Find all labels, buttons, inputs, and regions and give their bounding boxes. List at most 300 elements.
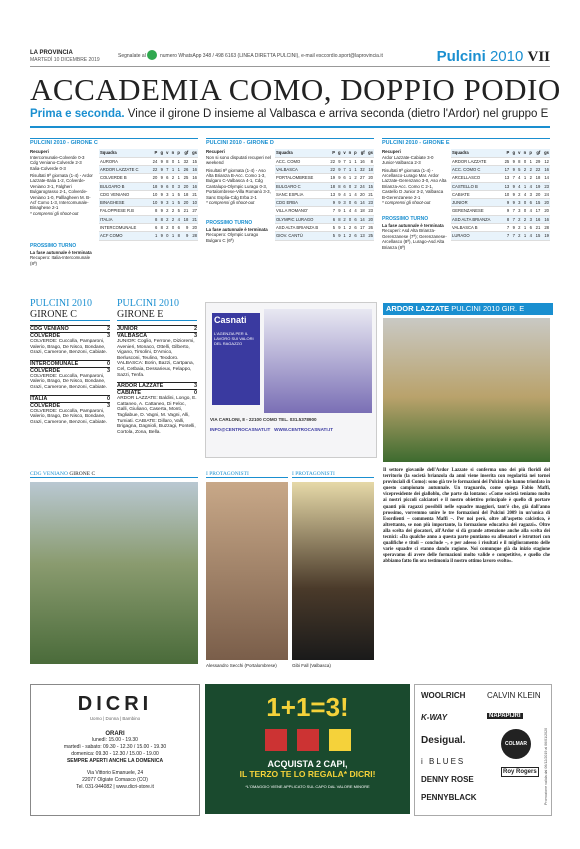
- header-cell: n: [521, 149, 527, 157]
- standings-header: [275, 149, 374, 157]
- stat-cell: 2: [516, 232, 521, 240]
- reports-title-year: PULCINI 2010: [30, 298, 92, 309]
- stat-cell: 1: [521, 182, 527, 190]
- header-cell: Squadra: [275, 149, 328, 157]
- stat-cell: 22: [533, 166, 541, 174]
- lineup-text: COLVERDE: Cuccolla, Pamparoni, Valerio, Brago, De Nisco, Bondane, Grazi, Camerone, Benzoni, Cabiate.: [30, 373, 108, 390]
- stat-cell: 29: [533, 157, 541, 165]
- cdg-heading-team: CDG VENIANO: [30, 471, 68, 477]
- stat-cell: 32: [358, 166, 366, 174]
- stat-cell: 9: [181, 224, 189, 232]
- team-name: JUNIOR: [117, 326, 138, 332]
- ad-brands[interactable]: [414, 684, 552, 816]
- stat-cell: 9: [158, 174, 164, 182]
- score-row: [117, 325, 197, 332]
- stat-cell: 1: [175, 157, 181, 165]
- team-score: 3: [193, 333, 197, 339]
- stat-cell: 3: [175, 182, 181, 190]
- stat-cell: 13: [358, 232, 366, 240]
- stat-cell: 0: [169, 157, 175, 165]
- stat-cell: 1: [169, 232, 175, 240]
- reports-title-year: PULCINI 2010: [117, 298, 179, 309]
- footnote: * comprensi gli shoot-out: [382, 200, 431, 206]
- match-reports-girone-c: [30, 298, 110, 428]
- stat-cell: 16: [541, 215, 550, 223]
- stat-cell: 0: [347, 199, 352, 207]
- page-title: ACCADEMIA COMO, DOPPIO PODIO: [30, 72, 561, 107]
- score-row: [117, 382, 197, 389]
- casnati-email[interactable]: INFO@CENTROCASNATI.IT: [210, 427, 271, 432]
- stat-cell: 6: [343, 175, 346, 181]
- table-row: [451, 174, 550, 182]
- stat-cell: 8: [150, 207, 158, 215]
- stat-cell: 7: [510, 207, 516, 215]
- team-name: FALOPPIESE R.B: [99, 207, 150, 215]
- table-row: [99, 232, 198, 240]
- panel-girone-d: [206, 138, 374, 243]
- team-name: ACC. COMO C: [451, 166, 502, 174]
- team-score: 2: [106, 326, 110, 332]
- header-cell: p: [354, 150, 357, 156]
- standings-header: [451, 149, 550, 157]
- stat-cell: 0: [521, 207, 527, 215]
- next-round-title: PROSSIMO TURNO: [30, 243, 77, 250]
- stat-cell: 2: [347, 224, 352, 232]
- standings-table: [275, 149, 374, 240]
- stat-cell: 8: [516, 157, 521, 165]
- stat-cell: 12: [541, 157, 550, 165]
- reports-group: GIRONE C: [30, 309, 77, 320]
- stat-cell: 25: [181, 174, 189, 182]
- table-row: [275, 174, 374, 182]
- stat-cell: 20: [181, 182, 189, 190]
- stat-cell: 2: [164, 215, 169, 223]
- gift-row: [205, 729, 410, 751]
- team-name: ARDOR LAZZATE C: [99, 166, 150, 174]
- casnati-panel: [212, 313, 260, 405]
- match-list: [30, 325, 110, 425]
- round-results: Risultati 9ª giornata (1-4) - Ardor Lazzate-Italia 1-2, Colverde-Veniano 3-1, Falgheri Bulgarograsso 2-1, Colverde-Veniano 1-0, Palllagheen M. B-Acf Como 1-3, Intercomunale-Binaghese 2-1: [30, 173, 93, 211]
- stat-cell: 18: [366, 166, 374, 174]
- stat-cell: 10: [189, 199, 198, 207]
- header-cell: P: [328, 149, 336, 157]
- stat-cell: 4: [343, 191, 346, 197]
- stat-cell: 15: [533, 199, 541, 207]
- stat-cell: 7: [510, 232, 516, 240]
- brand-logo: Roy Rogers: [503, 769, 537, 775]
- stat-cell: 18: [150, 182, 158, 190]
- stat-cell: 0: [347, 215, 352, 223]
- offer-note: *L'OMAGGIO VIENE APPLICATO SUL CAPO DAL VALORE MINORE: [245, 784, 370, 789]
- stat-cell: 20: [366, 215, 374, 223]
- header-cell: gs: [541, 149, 550, 157]
- promo-validity: Promozione valida dal 06/12/2019 al 06/01/2020: [544, 727, 548, 805]
- score-row: [30, 360, 110, 367]
- stat-cell: 3: [343, 200, 346, 206]
- page-subtitle: [30, 108, 548, 120]
- team-name: ARDOR LAZZATE: [451, 157, 502, 165]
- stat-cell: 21: [189, 190, 198, 198]
- hours-line: lunedì: 15.00 - 19.30: [92, 737, 138, 743]
- subtitle-lead: Prima e seconda.: [30, 108, 125, 120]
- stat-cell: 6: [328, 215, 336, 223]
- stat-cell: 9: [158, 182, 164, 190]
- team-name: ITALIA: [99, 215, 150, 223]
- stat-cell: 0: [521, 157, 527, 165]
- stat-cell: 1: [347, 190, 352, 198]
- table-row: [275, 232, 374, 240]
- table-row: [275, 182, 374, 190]
- team-name: CABIATE: [117, 390, 142, 397]
- dicri-logo: DICRI: [77, 693, 153, 715]
- team-score: 3: [106, 333, 110, 339]
- stat-cell: 18: [328, 182, 336, 190]
- stat-cell: 16: [189, 174, 198, 182]
- page-header: [30, 48, 550, 67]
- result-line: Junior-Valbasca 2-3: [382, 160, 421, 166]
- stat-cell: 3: [527, 215, 533, 223]
- panel-heading: PULCINI 2010 - GIRONE E: [382, 140, 450, 146]
- stat-cell: 21: [189, 215, 198, 223]
- header-cell: gs: [189, 149, 198, 157]
- stat-cell: 5: [516, 166, 521, 174]
- stat-cell: 6: [343, 183, 346, 189]
- table-row: [275, 224, 374, 232]
- header-cell: v: [343, 150, 346, 156]
- stat-cell: 5: [328, 224, 336, 232]
- ad-christmas-offer[interactable]: [205, 684, 410, 814]
- standings-header: [99, 149, 198, 157]
- results-label: Recuperi: [382, 149, 401, 155]
- stat-cell: 9: [336, 207, 341, 215]
- header-cell: p: [527, 149, 533, 157]
- header-cell: n: [348, 150, 352, 156]
- whatsapp-contact: numero WhatsApp 348 / 498 6163 (LINEA DIRETTA PULCINI), e-mail esccordio.sport@laprovincia.it: [160, 53, 383, 59]
- stat-cell: 14: [541, 174, 550, 182]
- stat-cell: 14: [358, 199, 366, 207]
- address-line: Via Vittorio Emanuele, 24: [86, 770, 144, 776]
- stat-cell: 27: [189, 207, 198, 215]
- stat-cell: 24: [541, 190, 550, 198]
- offer-headline: 1+1=3!: [266, 692, 349, 722]
- protagonist-caption: Alessandro Secchi (Portalombrese): [206, 663, 277, 668]
- casnati-web[interactable]: WWW.CENTROCASNATI.IT: [274, 427, 333, 432]
- score-row: [30, 395, 110, 402]
- round-results: Risultati 9ª giornata (1-4) - Aso Alta Brianza B-Acc. Como 1-3, Bulgaro C-Valbasca 4-1, Cdg Cantalupo-Olympic Lurago 0-3, Portalombrese-Villa Romanò 3-3, Sanc Esplia-Cdg Erba 2-1: [206, 167, 271, 200]
- next-round-line: Recupero: Italia-Intercomunale (8ª): [30, 255, 91, 266]
- header-cell: n: [169, 149, 175, 157]
- team-score: 3: [106, 402, 110, 409]
- hours-line: martedì - sabato: 09.30 - 12.30 / 15.00 - 19.30: [63, 744, 167, 750]
- score-row: [30, 332, 110, 339]
- stat-cell: 23: [541, 182, 550, 190]
- stat-cell: 7: [343, 158, 346, 164]
- stat-cell: 21: [366, 190, 374, 198]
- table-row: [275, 166, 374, 174]
- title-rule: [30, 126, 550, 128]
- reports-title: [30, 298, 110, 321]
- header-cell: Squadra: [451, 149, 502, 157]
- stat-cell: 9: [158, 190, 164, 198]
- header-cell: g: [337, 150, 341, 156]
- stat-cell: 16: [189, 182, 198, 190]
- table-row: [451, 190, 550, 198]
- team-name: INTERCOMUNALE: [30, 360, 79, 367]
- stat-cell: 4: [527, 232, 533, 240]
- stat-cell: 7: [502, 232, 510, 240]
- table-row: [451, 199, 550, 207]
- team-name: INTERCOMUNALE: [99, 224, 150, 232]
- stat-cell: 25: [502, 157, 510, 165]
- results-column: [206, 149, 272, 243]
- team-score: 0: [106, 360, 110, 367]
- team-name: CASTELLO B: [451, 182, 502, 190]
- stat-cell: 4: [516, 182, 521, 190]
- stat-cell: 9: [510, 199, 516, 207]
- whatsapp-icon: [147, 50, 157, 60]
- stat-cell: 0: [169, 224, 175, 232]
- stat-cell: 18: [358, 207, 366, 215]
- stat-cell: 5: [175, 207, 181, 215]
- stat-cell: 26: [366, 224, 374, 232]
- protagonist-heading: I PROTAGONISTI: [292, 471, 374, 478]
- header-cell: gf: [181, 149, 189, 157]
- team-name: PORTALOMBRESE: [275, 174, 328, 182]
- stat-cell: 19: [328, 174, 336, 182]
- next-round-line: La fase autunnale è terminata: [206, 226, 268, 232]
- stat-cell: 15: [366, 182, 374, 190]
- stat-cell: 9: [336, 157, 341, 165]
- stat-cell: 24: [358, 182, 366, 190]
- ardor-team-photo: [383, 318, 550, 462]
- stat-cell: 7: [510, 174, 516, 182]
- brand-logo: DENNY ROSE: [421, 775, 474, 784]
- results-label: Recuperi: [30, 149, 49, 155]
- stat-cell: 1: [347, 174, 352, 182]
- stat-cell: 2: [521, 166, 527, 174]
- stat-cell: 1: [343, 208, 346, 214]
- stat-cell: 8: [366, 157, 374, 165]
- header-cell: Squadra: [99, 149, 150, 157]
- match-report: [117, 325, 197, 378]
- stat-cell: 1: [527, 157, 533, 165]
- next-round-line: Recupero: Olympic Lurago Bulgaro C (6ª): [206, 232, 259, 243]
- stat-cell: 4: [352, 190, 357, 198]
- team-name: GIOV. CANTÙ: [275, 232, 328, 240]
- lineup-text: ARDOR LAZZATE: Baldini, Longo, E. Cattaneo, A. Cattaneo, Di Feloc, Galli, Giuliano, Caserta, Monti, Tagliabue, D. Vagni, M. Vagni, Alli, Tumiati. CABIATE: Dillaro, Valli, Brigagna, Dagnioli, Buzzagi, Pontelli, Cortola, Zona, Bella.: [117, 396, 197, 435]
- stat-cell: 13: [328, 190, 336, 198]
- stat-cell: 20: [181, 199, 189, 207]
- results-column: [382, 149, 448, 250]
- stat-cell: 16: [189, 166, 198, 174]
- header-cell: g: [510, 149, 516, 157]
- lineup-text: COLVERDE: Cuccolla, Pamparoni, Valerio, Brago, De Nisco, Bondane, Grazi, Camerone, Benzoni, Cabiate.: [30, 339, 108, 356]
- team-name: OLYMPIC LURAGO: [275, 215, 328, 223]
- stat-cell: 17: [533, 207, 541, 215]
- stat-cell: 22: [328, 157, 336, 165]
- stat-cell: 28: [189, 232, 198, 240]
- table-row: [275, 199, 374, 207]
- stat-cell: 9: [510, 190, 516, 198]
- stat-cell: 2: [516, 190, 521, 198]
- gift-icon: [297, 729, 319, 751]
- gift-icon: [329, 729, 351, 751]
- protagonist-heading: I PROTAGONISTI: [206, 471, 288, 478]
- stat-cell: 4: [527, 182, 533, 190]
- stat-cell: 4: [347, 207, 352, 215]
- reports-group: GIRONE E: [117, 309, 164, 320]
- stat-cell: 15: [533, 232, 541, 240]
- stat-cell: 2: [516, 224, 521, 232]
- brand-logo: i BLUES: [421, 757, 466, 766]
- subtitle-text: Vince il girone D insieme al Valbasca e arriva seconda (dietro l'Ardor) nel gruppo E: [124, 108, 549, 120]
- score-row: [30, 367, 110, 374]
- stat-cell: 6: [164, 174, 169, 182]
- section-label: [437, 48, 550, 66]
- brand-logo: K-WAY: [421, 713, 448, 722]
- section-year: 2010: [489, 48, 524, 65]
- stat-cell: 19: [533, 182, 541, 190]
- team-name: BINAGHESE: [99, 199, 150, 207]
- stat-cell: 8: [336, 182, 341, 190]
- table-row: [275, 207, 374, 215]
- standings-table-wrap: [275, 149, 374, 243]
- team-name: ACF COMO: [99, 232, 150, 240]
- results-column: [30, 149, 96, 266]
- stat-cell: 20: [150, 174, 158, 182]
- stat-cell: 7: [164, 166, 169, 174]
- brand-logo: NAPAPIJRI: [489, 713, 521, 719]
- stat-cell: 18: [181, 190, 189, 198]
- header-cell: g: [158, 149, 164, 157]
- stat-cell: 1: [352, 157, 357, 165]
- result-line: Intercomunale-Colverde 0-3: [30, 154, 85, 160]
- hours-line: SEMPRE APERTI ANCHE LA DOMENICA: [66, 758, 164, 764]
- stat-cell: 22: [328, 166, 336, 174]
- stat-cell: 8: [502, 215, 510, 223]
- stat-cell: 20: [533, 190, 541, 198]
- dicri-tagline: Uomo | Donna | Bambino: [89, 716, 141, 721]
- score-row: [117, 332, 197, 339]
- casnati-brand: Casnati: [214, 315, 247, 325]
- panel-girone-c: [30, 138, 198, 266]
- stat-cell: 16: [541, 166, 550, 174]
- stat-cell: 9: [158, 207, 164, 215]
- table-row: [451, 182, 550, 190]
- table-row: [451, 215, 550, 223]
- match-report: [30, 395, 110, 426]
- stat-cell: 17: [502, 166, 510, 174]
- address-line[interactable]: Tel. 031-944082 | www.dicri-store.it: [76, 784, 154, 790]
- ad-casnati[interactable]: [205, 302, 377, 458]
- stat-cell: 24: [150, 157, 158, 165]
- stat-cell: 1: [352, 166, 357, 174]
- stat-cell: 14: [358, 215, 366, 223]
- team-score: 2: [193, 326, 197, 332]
- stat-cell: 9: [158, 232, 164, 240]
- header-cell: gf: [533, 149, 541, 157]
- header-cell: v: [164, 149, 169, 157]
- table-row: [99, 215, 198, 223]
- stat-cell: 28: [541, 224, 550, 232]
- table-row: [275, 190, 374, 198]
- whatsapp-prompt: Segnalate al: [118, 53, 146, 59]
- stat-cell: 7: [343, 166, 346, 172]
- stat-cell: 3: [516, 207, 521, 215]
- stat-cell: 20: [358, 190, 366, 198]
- match-report: [30, 325, 110, 356]
- team-name: CABIATE: [451, 190, 502, 198]
- casnati-lines: L'AGENZIA PER IL LAVORO SUI VALORI DEL RAGAZZO: [214, 331, 254, 346]
- lineup-text: COLVERDE: Cuccolla, Pamparoni, Valerio, Brago, De Nisco, Bondane, Grazi, Camerone, Benzoni, Cabiate.: [30, 408, 108, 425]
- brand-logo: PENNYBLACK: [421, 793, 477, 802]
- stat-cell: 4: [175, 215, 181, 223]
- stat-cell: 18: [533, 174, 541, 182]
- page-number: VII: [527, 49, 550, 65]
- team-name: COLVERDE B: [99, 174, 150, 182]
- stat-cell: 1: [150, 232, 158, 240]
- stat-cell: 6: [527, 224, 533, 232]
- team-name: JUNIOR: [451, 199, 502, 207]
- stat-cell: 10: [150, 199, 158, 207]
- stat-cell: 2: [169, 215, 175, 223]
- section-name: Pulcini: [436, 48, 486, 65]
- header-cell: P: [150, 149, 158, 157]
- table-row: [99, 174, 198, 182]
- protagonist-caption: Gibi Fall (Valbasca): [292, 663, 331, 668]
- stat-cell: 27: [358, 174, 366, 182]
- score-row: [30, 402, 110, 409]
- stat-cell: 6: [352, 232, 357, 240]
- stat-cell: 5: [328, 232, 336, 240]
- stat-cell: 3: [516, 199, 521, 207]
- ad-dicri[interactable]: [30, 684, 200, 816]
- stat-cell: 0: [347, 182, 352, 190]
- stat-cell: 0: [169, 182, 175, 190]
- stat-cell: 9: [510, 157, 516, 165]
- table-row: [99, 157, 198, 165]
- stat-cell: 8: [336, 215, 341, 223]
- stat-cell: 9: [510, 182, 516, 190]
- result-line: Ardor Lazzate-Cabiate 3-0: [382, 154, 434, 160]
- stat-cell: 13: [502, 182, 510, 190]
- team-name: BULGARO C: [275, 182, 328, 190]
- stat-cell: 2: [164, 207, 169, 215]
- stat-cell: 9: [510, 224, 516, 232]
- team-score: 0: [193, 390, 197, 397]
- casnati-address: VIA CARLONI, 8 - 22100 COMO TEL. 031.5378900: [210, 417, 317, 422]
- stat-cell: 23: [366, 199, 374, 207]
- score-row: [30, 325, 110, 332]
- stat-cell: 9: [502, 199, 510, 207]
- gift-icon: [265, 729, 287, 751]
- protagonist-photo-secchi: [206, 482, 288, 660]
- header-cell: P: [502, 149, 510, 157]
- stat-cell: 1: [175, 174, 181, 182]
- stat-cell: 4: [516, 174, 521, 182]
- stat-cell: 2: [164, 224, 169, 232]
- stat-cell: 9: [336, 199, 341, 207]
- team-name: ASD ALTA BRIANZA: [451, 215, 502, 223]
- stat-cell: 1: [347, 157, 352, 165]
- stat-cell: 22: [150, 166, 158, 174]
- stat-cell: 9: [158, 166, 164, 174]
- table-row: [99, 224, 198, 232]
- panel-heading: PULCINI 2010 - GIRONE D: [206, 140, 274, 146]
- table-row: [451, 232, 550, 240]
- casnati-students-photo: [264, 309, 372, 413]
- dicri-address: [31, 770, 199, 791]
